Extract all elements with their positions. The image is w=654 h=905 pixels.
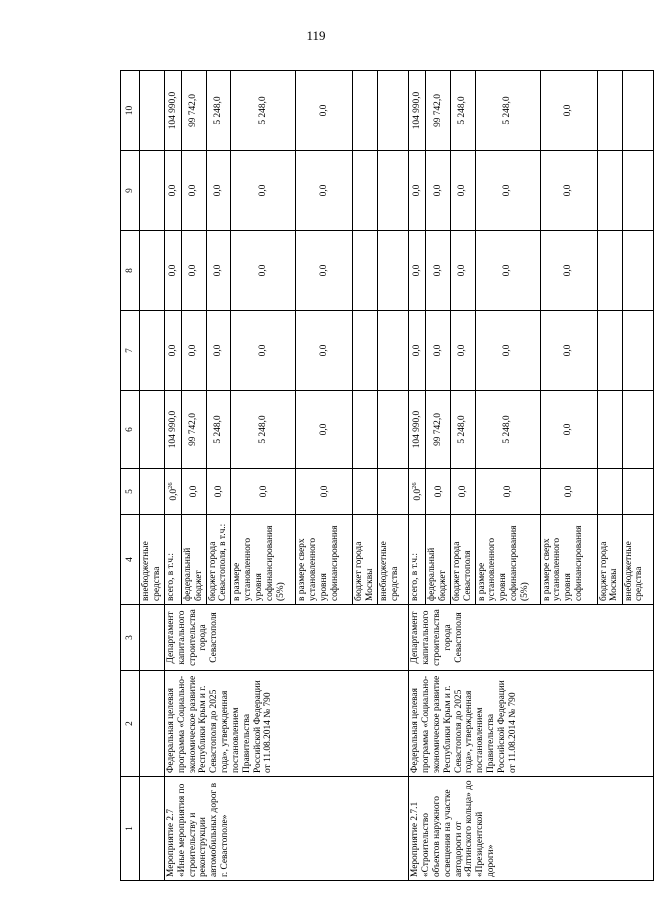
value-cell-col5 [353, 469, 378, 515]
value-cell-c8: 0,0 [231, 231, 296, 311]
value-cell-c7: 0,0 [206, 311, 231, 391]
value-cell-c9 [378, 151, 409, 231]
department-cell: Департамент капитального строительства города Севастополя [409, 605, 653, 671]
value-cell-c10: 0,0 [296, 71, 353, 151]
value-cell-c10 [622, 71, 653, 151]
value-cell-c9: 0,0 [540, 151, 597, 231]
value-cell-c6 [378, 391, 409, 469]
value-cell-c9: 0,0 [475, 151, 540, 231]
value-cell-col5 [475, 469, 540, 515]
value-cell-c8: 0,0 [165, 231, 182, 311]
cell [140, 777, 165, 881]
value-cell-c10: 99 742,0 [182, 71, 207, 151]
value-cell-c6: 104 990,0 [165, 391, 182, 469]
page-number: 119 [306, 28, 326, 43]
table-row [409, 71, 426, 881]
program-cell: Федеральная целевая программа «Социально-экономическое развитие Республики Крым и г. Севастополя до 2025 года», утвержденная постановлением Правительства Российской Федерации от 11.08.2014 № 790 [165, 671, 409, 777]
value-cell-c10: 99 742,0 [426, 71, 451, 151]
value-text: 0,0 [433, 485, 444, 498]
value-text: 0,0 [189, 485, 200, 498]
value-text: 0,0 [214, 485, 225, 498]
funding-source-cell: в размере установленного уровня софинансирования (5%) [475, 515, 540, 605]
header-col-7: 7 [121, 311, 140, 391]
value-cell-c7 [622, 311, 653, 391]
footnote-ref: 26 [166, 482, 174, 489]
value-text: 0,0 [258, 485, 269, 498]
value-cell-c8 [622, 231, 653, 311]
header-row [121, 71, 140, 881]
rotated-table-container [120, 71, 645, 881]
value-cell-c7: 0,0 [182, 311, 207, 391]
value-text: 0,0 [458, 485, 469, 498]
value-cell-c8: 0,0 [296, 231, 353, 311]
value-cell-c7: 0,0 [231, 311, 296, 391]
header-col-6: 6 [121, 391, 140, 469]
event-blocks [165, 71, 654, 881]
value-cell-c8: 0,0 [450, 231, 475, 311]
footnote-ref: 26 [410, 482, 418, 489]
value-cell-col5 [231, 469, 296, 515]
value-cell-c10 [597, 71, 622, 151]
value-cell-c10: 5 248,0 [231, 71, 296, 151]
value-cell-c7: 0,0 [165, 311, 182, 391]
funding-source-cell: всего, в т.ч.: [409, 515, 426, 605]
value-cell-c9: 0,0 [165, 151, 182, 231]
value-cell-c7: 0,0 [475, 311, 540, 391]
funding-source-cell: федеральный бюджет [426, 515, 451, 605]
department-cell: Департамент капитального строительства города Севастополя [165, 605, 409, 671]
value-cell-c8: 0,0 [206, 231, 231, 311]
value-cell-col5 [206, 469, 231, 515]
value-cell-col5 [165, 469, 182, 515]
value-cell-c7 [597, 311, 622, 391]
value-cell-c6: 0,0 [296, 391, 353, 469]
value-cell-c8: 0,0 [540, 231, 597, 311]
value-text: 0,0 [564, 485, 575, 498]
funding-source-cell: в размере сверх установленного уровня софинансирования [540, 515, 597, 605]
value-text: 0,0 [168, 488, 179, 501]
funding-source-cell: всего, в т.ч.: [165, 515, 182, 605]
value-cell-c9: 0,0 [426, 151, 451, 231]
value-cell-c6 [622, 391, 653, 469]
value-cell-c6: 104 990,0 [409, 391, 426, 469]
value-cell-c9 [353, 151, 378, 231]
value-cell-col5 [540, 469, 597, 515]
funding-source-cell: внебюджетные средства [140, 515, 165, 605]
header-col-2: 2 [121, 671, 140, 777]
value-cell-c8: 0,0 [475, 231, 540, 311]
value-cell-c8: 0,0 [409, 231, 426, 311]
value-cell-c6: 5 248,0 [231, 391, 296, 469]
value-cell-c9 [597, 151, 622, 231]
header-col-8: 8 [121, 231, 140, 311]
budget-table [120, 70, 654, 881]
value-cell-c6: 5 248,0 [450, 391, 475, 469]
value-cell-c10: 5 248,0 [450, 71, 475, 151]
value-cell-c7: 0,0 [540, 311, 597, 391]
value-cell-c10: 104 990,0 [165, 71, 182, 151]
value-cell-c7 [353, 311, 378, 391]
funding-source-cell: внебюджетные средства [622, 515, 653, 605]
value-cell-c9 [622, 151, 653, 231]
value-cell-col5 [597, 469, 622, 515]
value-cell-c8: 0,0 [182, 231, 207, 311]
value-cell-c9: 0,0 [182, 151, 207, 231]
value-cell-c6 [353, 391, 378, 469]
header-col-4: 4 [121, 515, 140, 605]
value-cell-c6: 5 248,0 [206, 391, 231, 469]
funding-source-cell: бюджет города Севастополя, в т.ч.: [206, 515, 231, 605]
header-col-5: 5 [121, 469, 140, 515]
table-row [165, 71, 182, 881]
cell [140, 605, 165, 671]
cell [140, 231, 165, 311]
header-col-3: 3 [121, 605, 140, 671]
funding-source-cell: бюджет города Москвы [353, 515, 378, 605]
funding-source-cell: в размере сверх установленного уровня софинансирования [296, 515, 353, 605]
cell [140, 71, 165, 151]
header-col-9: 9 [121, 151, 140, 231]
value-cell-col5 [296, 469, 353, 515]
value-cell-c10: 0,0 [540, 71, 597, 151]
program-cell: Федеральная целевая программа «Социально-экономическое развитие Республики Крым и г. Севастополя до 2025 года», утвержденная постановлением Правительства Российской Федерации от 11.08.2014 № 790 [409, 671, 653, 777]
value-cell-c6: 99 742,0 [182, 391, 207, 469]
value-cell-c6: 99 742,0 [426, 391, 451, 469]
value-cell-c7: 0,0 [296, 311, 353, 391]
value-cell-c7: 0,0 [409, 311, 426, 391]
value-cell-c8: 0,0 [426, 231, 451, 311]
value-cell-c9: 0,0 [231, 151, 296, 231]
value-cell-col5 [622, 469, 653, 515]
cell [140, 671, 165, 777]
event-name-cell: Мероприятие 2.7 «Иные мероприятия по строительству и реконструкции автомобильных дорог в г. Севастополе» [165, 777, 409, 881]
value-cell-c10: 104 990,0 [409, 71, 426, 151]
value-cell-c8 [353, 231, 378, 311]
cell [140, 151, 165, 231]
value-cell-c8 [378, 231, 409, 311]
value-cell-c10 [353, 71, 378, 151]
carry-over-row [140, 71, 165, 881]
value-cell-col5 [378, 469, 409, 515]
value-text: 0,0 [503, 485, 514, 498]
header-col-10: 10 [121, 71, 140, 151]
value-cell-c10: 5 248,0 [475, 71, 540, 151]
value-cell-col5 [426, 469, 451, 515]
value-cell-c9: 0,0 [296, 151, 353, 231]
event-name-cell: Мероприятие 2.7.1 «Строительство объектов наружного освещения на участке автодороги от «Ялтинского кольца» до «Президентской дороги» [409, 777, 653, 881]
funding-source-cell: бюджет города Москвы [597, 515, 622, 605]
value-cell-c7: 0,0 [426, 311, 451, 391]
cell [140, 469, 165, 515]
header-col-1: 1 [121, 777, 140, 881]
value-cell-c6 [597, 391, 622, 469]
cell [140, 391, 165, 469]
value-cell-c8 [597, 231, 622, 311]
value-cell-c10: 5 248,0 [206, 71, 231, 151]
value-text: 0,0 [319, 485, 330, 498]
value-cell-c7 [378, 311, 409, 391]
cell [140, 311, 165, 391]
value-cell-c9: 0,0 [206, 151, 231, 231]
funding-source-cell: в размере установленного уровня софинансирования (5%) [231, 515, 296, 605]
value-cell-col5 [409, 469, 426, 515]
value-cell-col5 [182, 469, 207, 515]
value-cell-c6: 0,0 [540, 391, 597, 469]
value-cell-col5 [450, 469, 475, 515]
value-cell-c9: 0,0 [409, 151, 426, 231]
value-text: 0,0 [412, 488, 423, 501]
funding-source-cell: внебюджетные средства [378, 515, 409, 605]
funding-source-cell: федеральный бюджет [182, 515, 207, 605]
funding-source-cell: бюджет города Севастополя [450, 515, 475, 605]
value-cell-c7: 0,0 [450, 311, 475, 391]
value-cell-c10 [378, 71, 409, 151]
value-cell-c6: 5 248,0 [475, 391, 540, 469]
value-cell-c9: 0,0 [450, 151, 475, 231]
